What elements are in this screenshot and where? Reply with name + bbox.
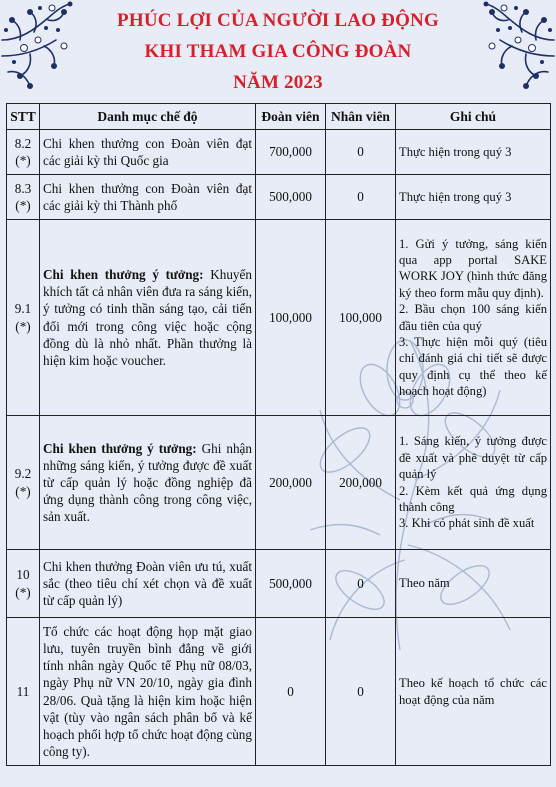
col-header-union-member: Đoàn viên (256, 104, 326, 130)
row-stt: 8.3 (*) (7, 175, 40, 220)
title-line-3: NĂM 2023 (233, 72, 323, 93)
row-item-text: Khuyến khích tất cả nhân viên đưa ra sáng kiến, ý tưởng có tinh thần sáng tạo, cải tiến đổi mới trong công việc hoặc cộng đồng dù là nhỏ nhất. Phần thưởng là hiện kim hoặc voucher. (43, 267, 252, 368)
col-header-notes: Ghi chú (396, 104, 551, 130)
table-row (7, 618, 551, 766)
row-employee-value: 0 (326, 175, 396, 220)
col-header-stt: STT (7, 104, 40, 130)
table-header-row (7, 104, 551, 130)
row-stt: 10 (*) (7, 550, 40, 618)
row-union-member-value: 500,000 (256, 550, 326, 618)
title-line-2: KHI THAM GIA CÔNG ĐOÀN (144, 41, 412, 62)
note-line: Thực hiện trong quý 3 (399, 189, 512, 204)
row-notes (396, 618, 551, 766)
row-item-text: Ghi nhận những sáng kiến, ý tưởng được đề xuất từ cấp quản lý hoặc đồng nghiệp đã ứng dụng thành công trong công việc, sản xuất. (43, 440, 252, 525)
note-line: 3. Thực hiện mỗi quý (tiêu chí đánh giá chi tiết sẽ được quy định cụ thể theo kế hoạch hoạt động) (399, 334, 547, 398)
row-notes (396, 130, 551, 175)
row-item (40, 130, 256, 175)
note-line: 1. Sáng kiến, ý tưởng được đề xuất và phê duyệt từ cấp quản lý (399, 434, 547, 482)
row-item (40, 175, 256, 220)
row-notes (396, 220, 551, 416)
table-row (7, 550, 551, 618)
row-item-bold: Chi khen thưởng ý tưởng: (43, 267, 204, 283)
row-stt: 8.2 (*) (7, 130, 40, 175)
row-item (40, 220, 256, 416)
row-item-bold: Chi khen thưởng ý tưởng: (43, 440, 197, 456)
row-union-member-value: 100,000 (256, 220, 326, 416)
row-item-text: Chi khen thưởng Đoàn viên ưu tú, xuất sắc (theo tiêu chí xét chọn và đề xuất từ cấp quản lý) (43, 558, 252, 609)
row-notes (396, 175, 551, 220)
row-item (40, 416, 256, 550)
row-notes (396, 550, 551, 618)
row-stt: 9.1 (*) (7, 220, 40, 416)
row-item-text: Chi khen thưởng con Đoàn viên đạt các giải kỳ thi Quốc gia (43, 135, 252, 168)
note-line: 3. Khi có phát sinh đề xuất (399, 516, 535, 531)
row-item-text: Tổ chức các hoạt động họp mặt giao lưu, tuyên truyền bình đẳng về giới tính nhân ngày Quốc tế Phụ nữ 08/03, ngày Phụ nữ VN 20/10, ngày gia đình 28/06. Quà tặng là hiện kim hoặc hiện vật (tùy vào ngân sách phân bổ và kế hoạch phối hợp tổ chức hoạt động cùng công ty). (43, 623, 252, 759)
note-line: 2. Bầu chọn 100 sáng kiến đầu tiên của quý (399, 302, 547, 333)
title-line-1: PHÚC LỢI CỦA NGƯỜI LAO ĐỘNG (117, 10, 439, 31)
row-stt: 11 (7, 618, 40, 766)
row-employee-value: 200,000 (326, 416, 396, 550)
row-employee-value: 0 (326, 550, 396, 618)
row-item-text: Chi khen thưởng con Đoàn viên đạt các giải kỳ thi Thành phố (43, 180, 252, 213)
table-row (7, 416, 551, 550)
note-line: 1. Gửi ý tưởng, sáng kiến qua app portal SAKE WORK JOY (hình thức đăng ký theo form mẫu quy định). (399, 236, 547, 300)
table-row (7, 130, 551, 175)
table-row (7, 175, 551, 220)
note-line: Theo năm (399, 576, 450, 591)
note-line: Thực hiện trong quý 3 (399, 144, 512, 159)
row-union-member-value: 500,000 (256, 175, 326, 220)
row-employee-value: 0 (326, 618, 396, 766)
welfare-table (6, 103, 551, 766)
row-union-member-value: 0 (256, 618, 326, 766)
row-item (40, 550, 256, 618)
row-employee-value: 0 (326, 130, 396, 175)
row-employee-value: 100,000 (326, 220, 396, 416)
col-header-employee: Nhân viên (326, 104, 396, 130)
header (0, 0, 556, 100)
col-header-category: Danh mục chế độ (40, 104, 256, 130)
note-line: 2. Kèm kết quả ứng dụng thành công (399, 483, 547, 514)
row-union-member-value: 200,000 (256, 416, 326, 550)
note-line: Theo kế hoạch tổ chức các hoạt động của năm (399, 676, 547, 707)
row-notes (396, 416, 551, 550)
row-stt: 9.2 (*) (7, 416, 40, 550)
row-union-member-value: 700,000 (256, 130, 326, 175)
table-row (7, 220, 551, 416)
row-item (40, 618, 256, 766)
